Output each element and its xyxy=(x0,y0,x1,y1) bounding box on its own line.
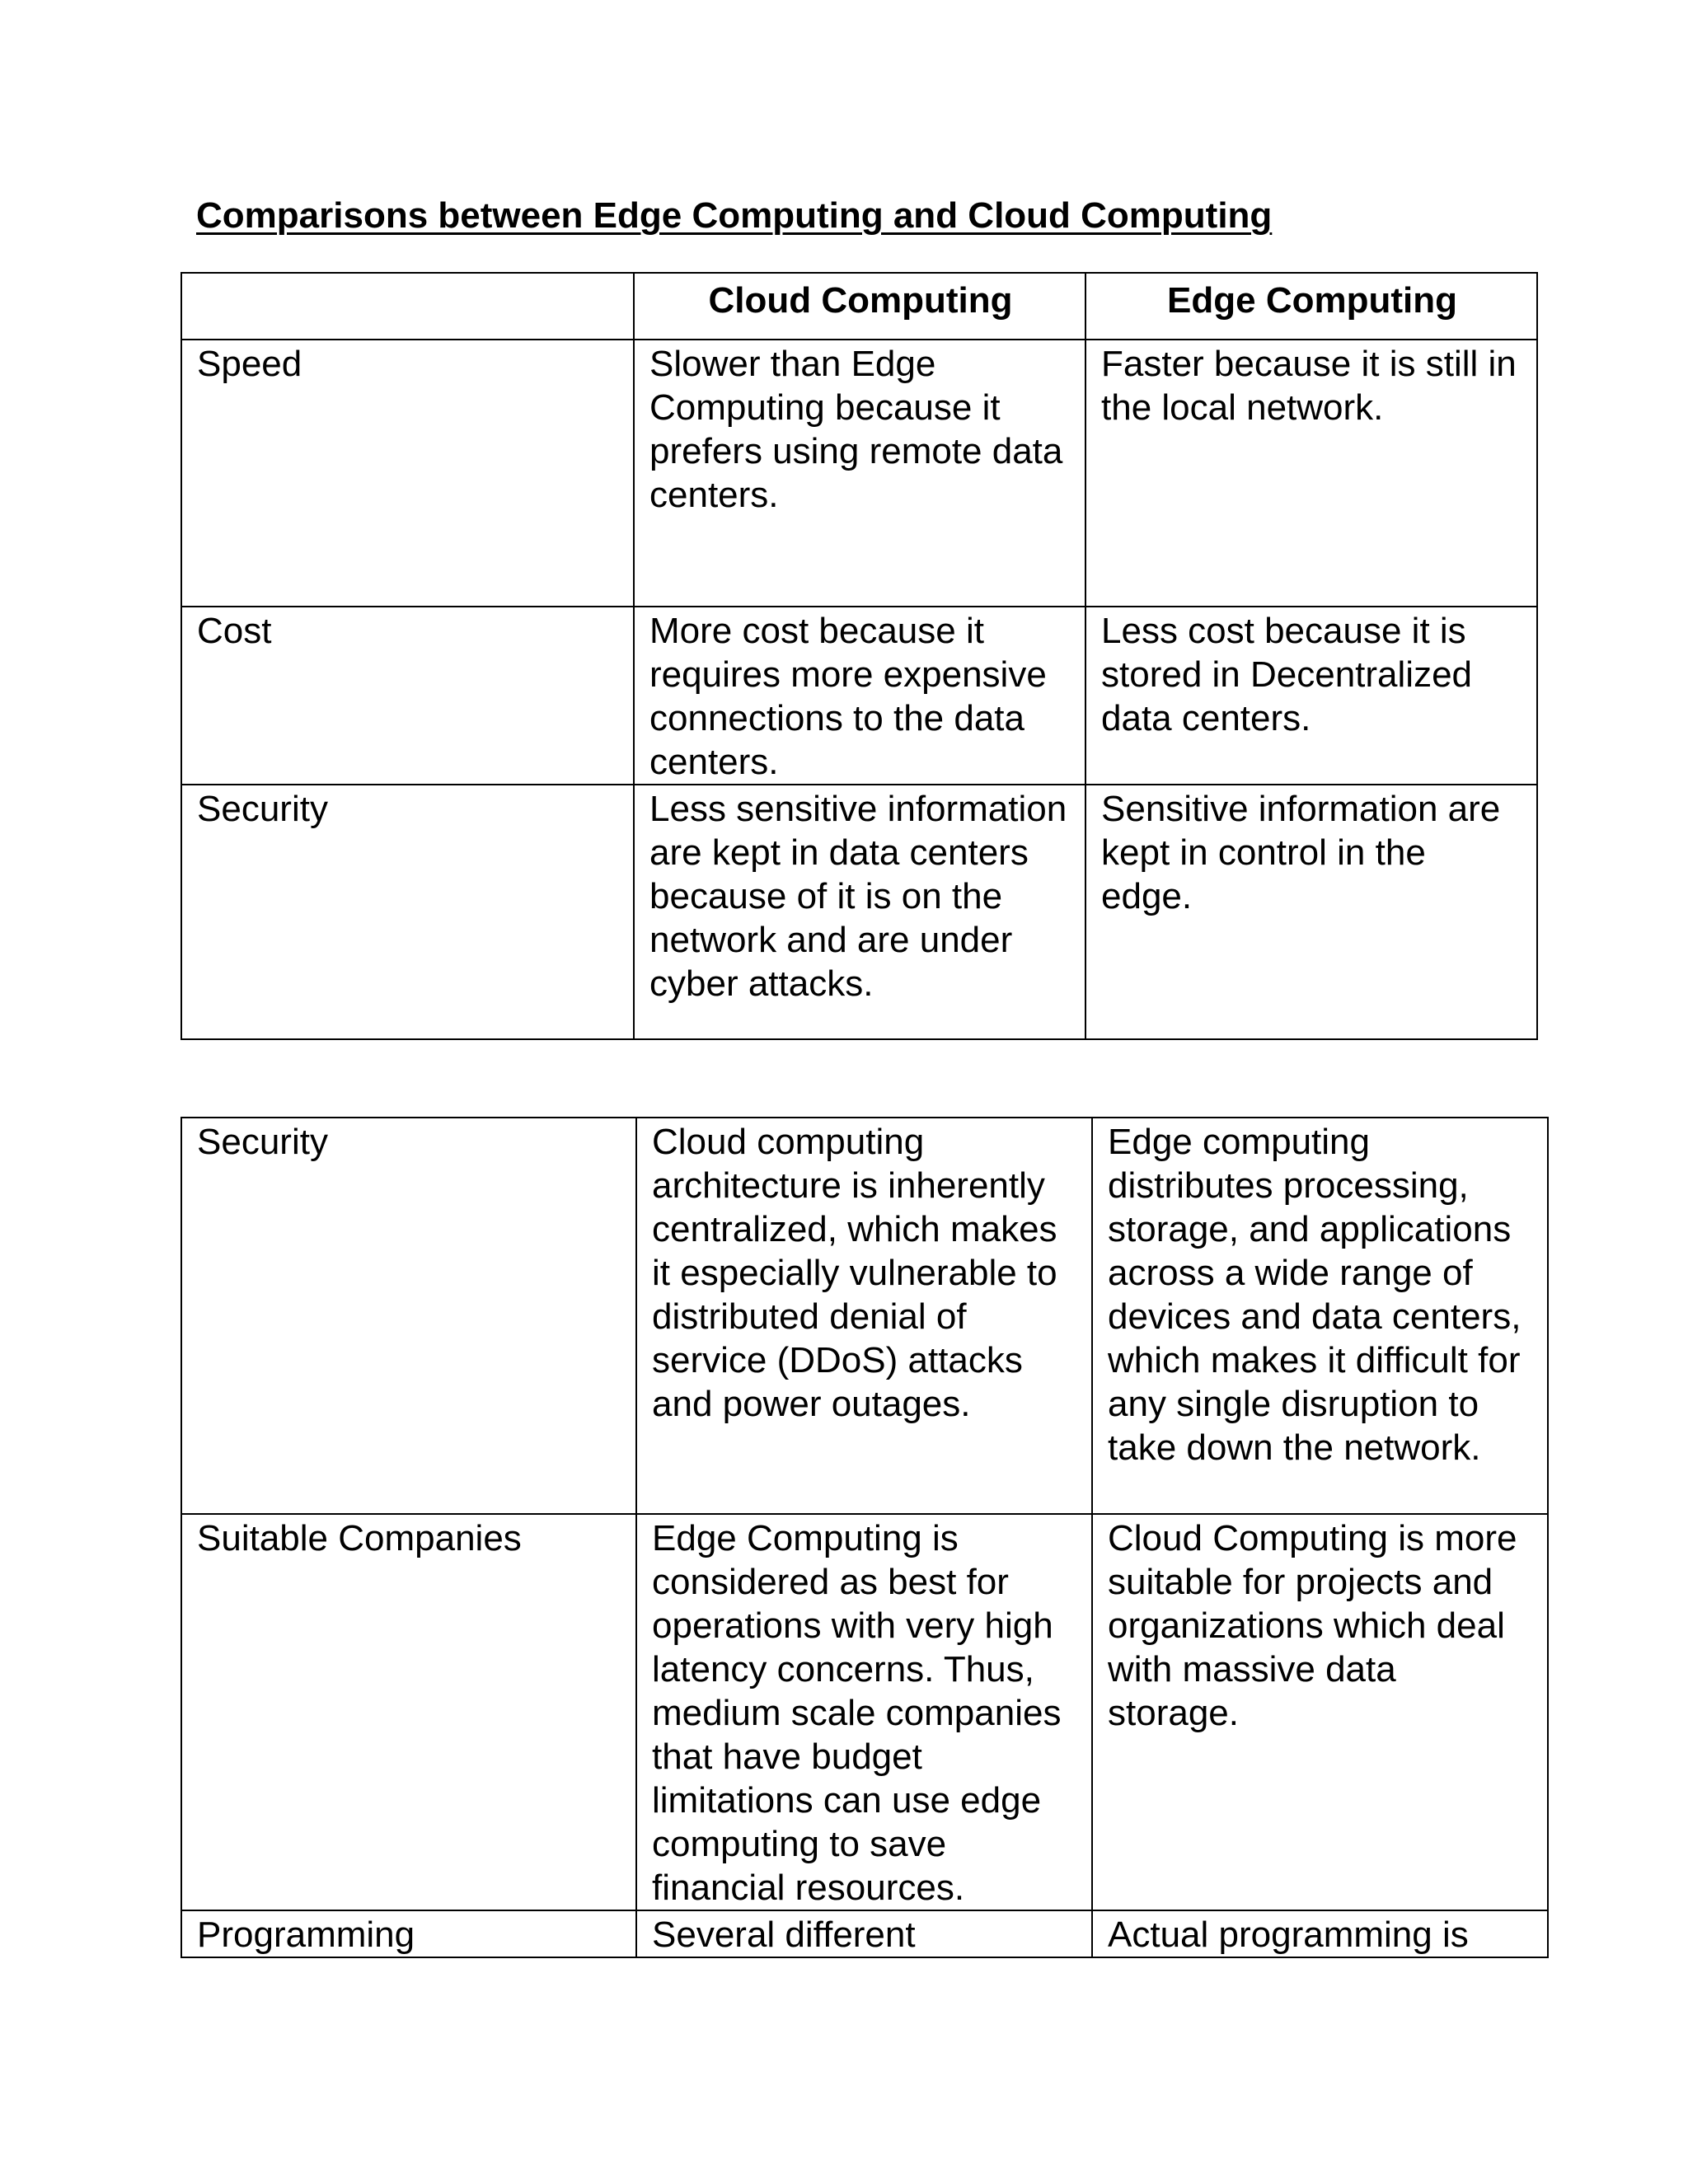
row-label-security: Security xyxy=(181,1118,636,1514)
comparison-table-1 xyxy=(181,272,1538,1040)
cell-cloud-programming: Several different xyxy=(636,1910,1092,1957)
row-label-security: Security xyxy=(181,785,634,1039)
cell-edge-suitable-companies: Cloud Computing is more suitable for projects and organizations which deal with massive data storage. xyxy=(1092,1514,1548,1910)
cell-cloud-security: Cloud computing architecture is inherently centralized, which makes it especially vulnerable to distributed denial of service (DDoS) attacks and power outages. xyxy=(636,1118,1092,1514)
header-cloud-computing: Cloud Computing xyxy=(634,273,1085,340)
table-row xyxy=(181,1514,1548,1910)
cell-edge-cost: Less cost because it is stored in Decentralized data centers. xyxy=(1085,607,1537,785)
row-label-programming: Programming xyxy=(181,1910,636,1957)
row-label-speed: Speed xyxy=(181,340,634,607)
row-label-cost: Cost xyxy=(181,607,634,785)
table-row xyxy=(181,340,1537,607)
cell-cloud-suitable-companies: Edge Computing is considered as best for operations with very high latency concerns. Thus, medium scale companies that have budget limitations can use edge computing to save financial resources. xyxy=(636,1514,1092,1910)
cell-cloud-security: Less sensitive information are kept in data centers because of it is on the network and are under cyber attacks. xyxy=(634,785,1085,1039)
header-empty-cell xyxy=(181,273,634,340)
comparison-table-2 xyxy=(181,1117,1549,1958)
table-header-row xyxy=(181,273,1537,340)
header-edge-computing: Edge Computing xyxy=(1085,273,1537,340)
cell-edge-speed: Faster because it is still in the local network. xyxy=(1085,340,1537,607)
document-title: Comparisons between Edge Computing and Cloud Computing xyxy=(196,195,1273,236)
cell-edge-security: Edge computing distributes processing, storage, and applications across a wide range of devices and data centers, which makes it difficult for any single disruption to take down the network. xyxy=(1092,1118,1548,1514)
cell-edge-security: Sensitive information are kept in control in the edge. xyxy=(1085,785,1537,1039)
cell-cloud-cost: More cost because it requires more expensive connections to the data centers. xyxy=(634,607,1085,785)
row-label-suitable-companies: Suitable Companies xyxy=(181,1514,636,1910)
cell-edge-programming: Actual programming is xyxy=(1092,1910,1548,1957)
table-row xyxy=(181,1118,1548,1514)
table-row xyxy=(181,1910,1548,1957)
table-row xyxy=(181,607,1537,785)
cell-cloud-speed: Slower than Edge Computing because it prefers using remote data centers. xyxy=(634,340,1085,607)
table-row xyxy=(181,785,1537,1039)
